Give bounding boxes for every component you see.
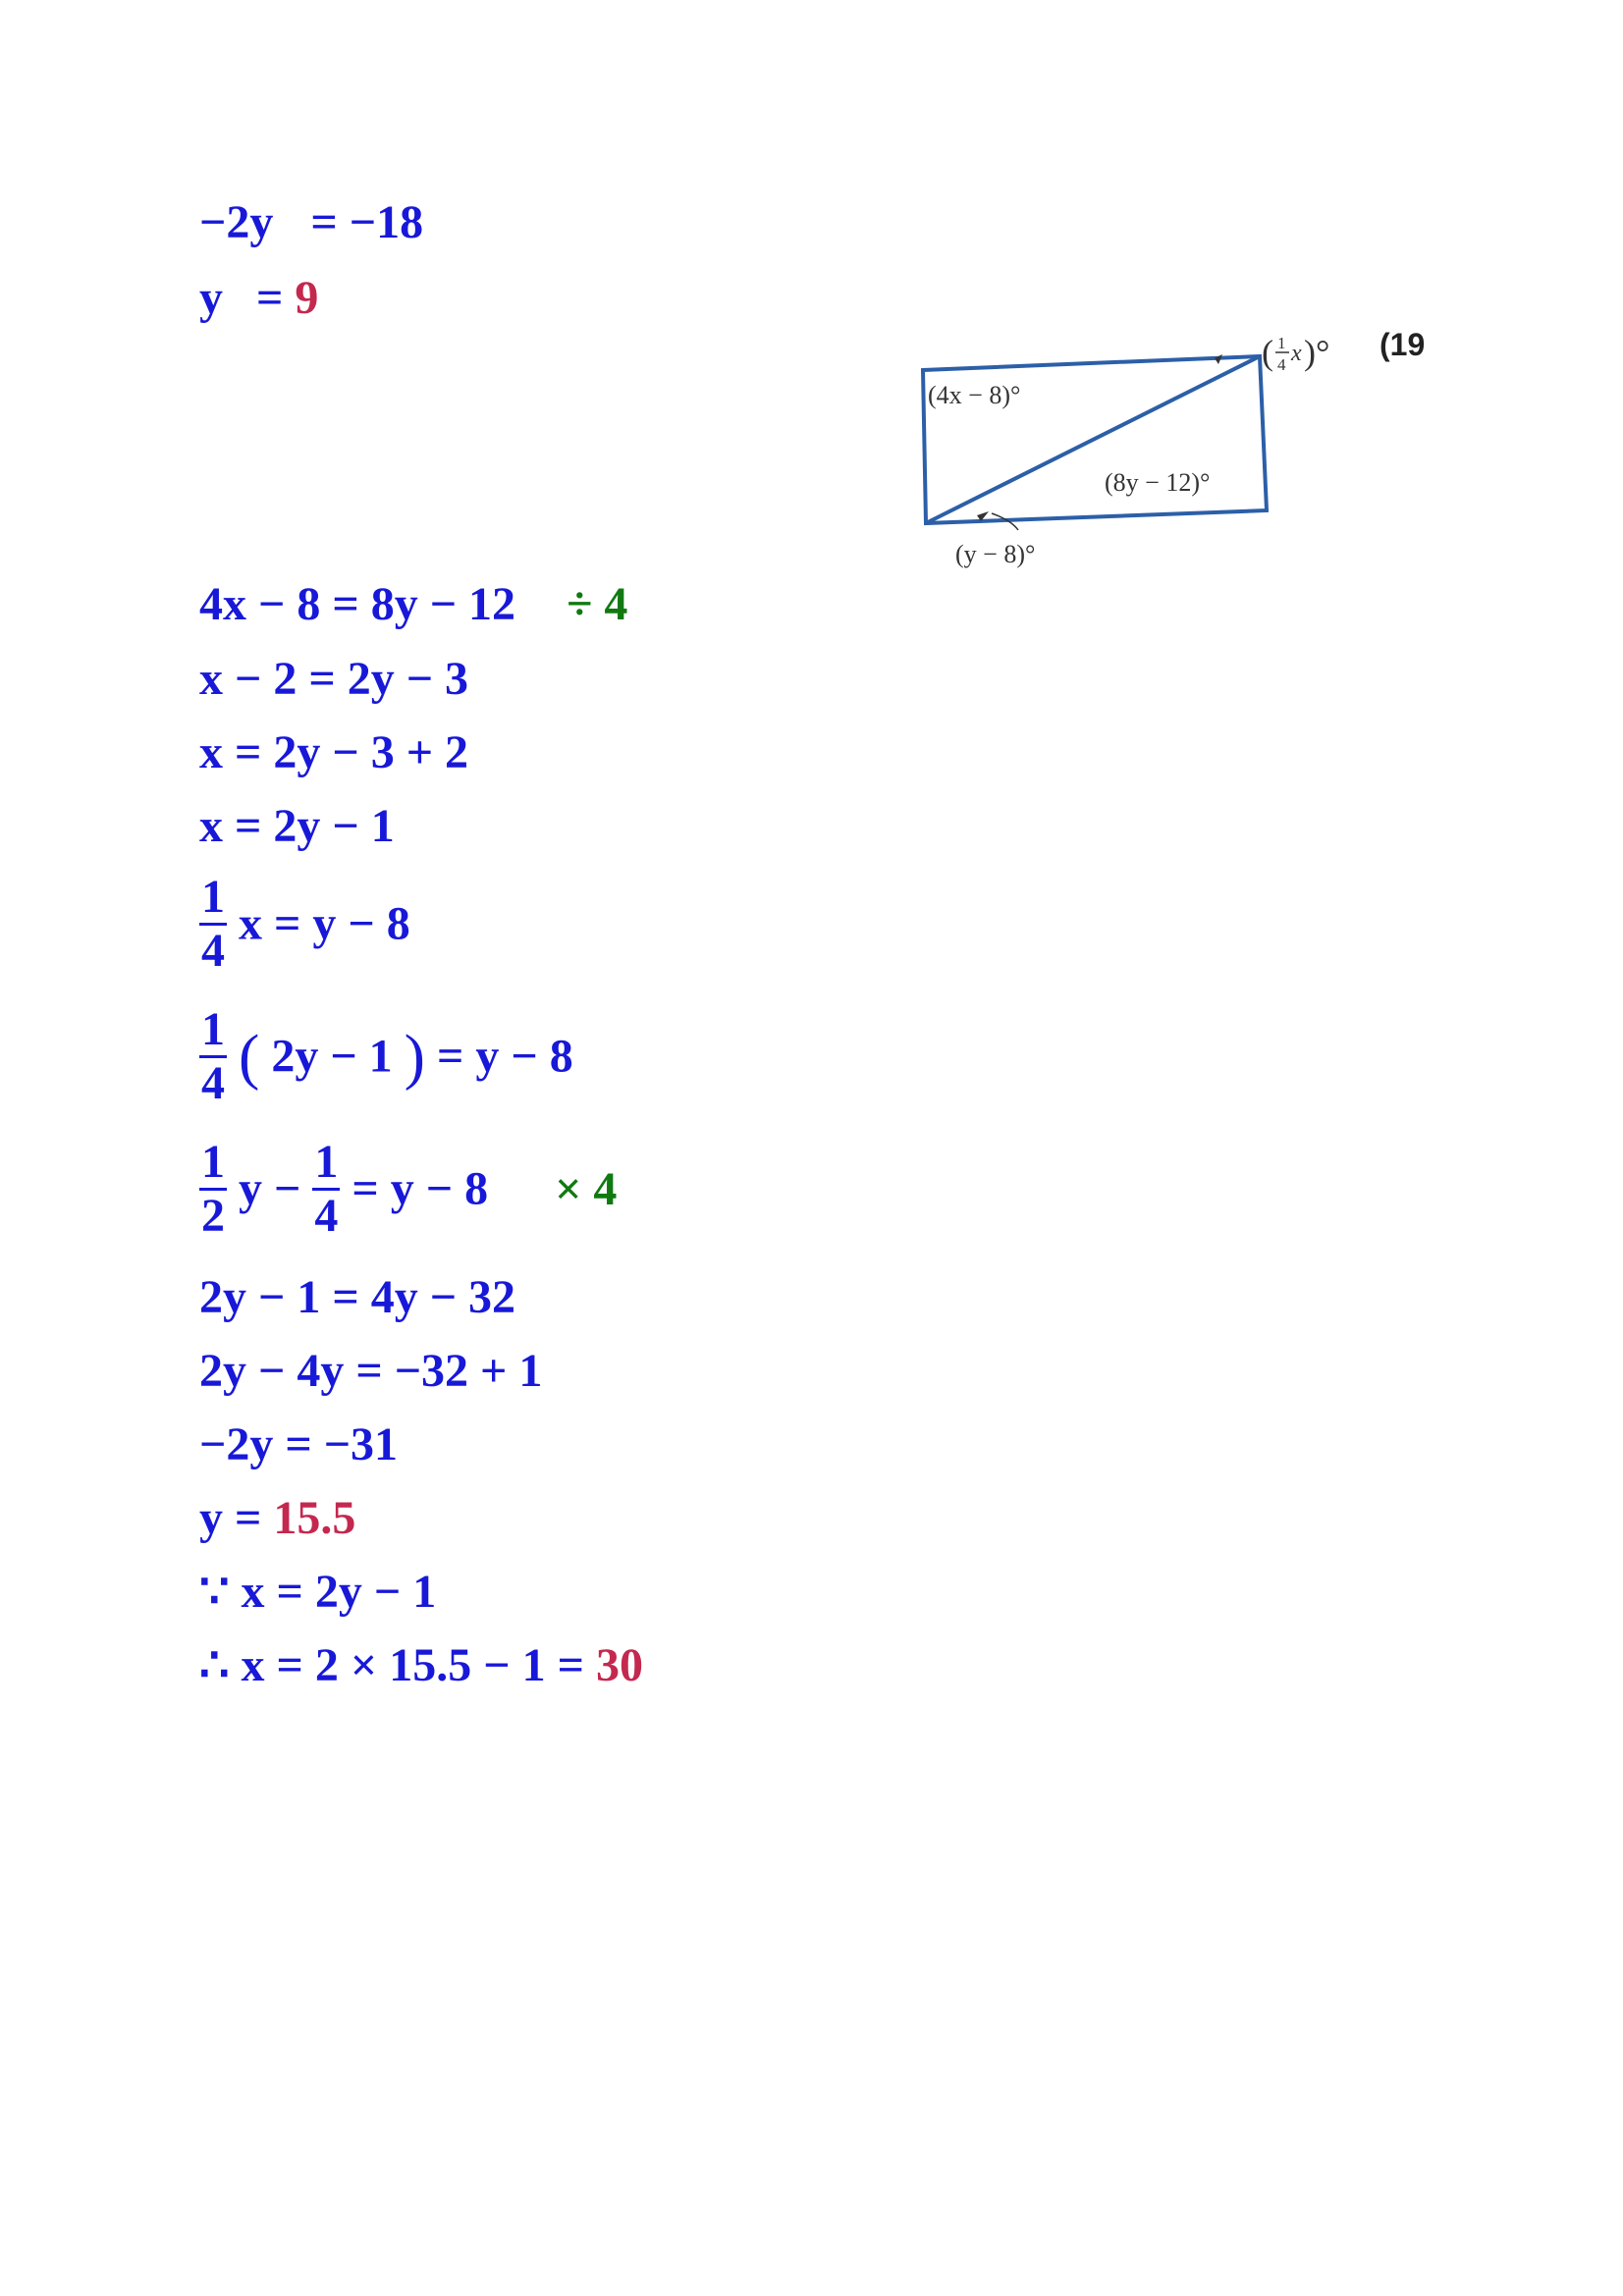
label-top-right-close: )° [1304, 333, 1330, 372]
rectangle-figure [898, 319, 1458, 584]
label-top-right-num: 1 [1277, 334, 1286, 352]
equation-line-1 [199, 196, 424, 248]
equation-text: y = [199, 1492, 262, 1544]
fraction [199, 1003, 227, 1109]
equation-lhs: −2y [199, 196, 274, 248]
equation-text: x = y − 8 [239, 897, 410, 950]
label-top-right-var: x [1291, 341, 1302, 366]
equation-text: 2y − 4y = −32 + 1 [199, 1345, 543, 1397]
fraction-numerator: 1 [199, 874, 227, 926]
equation-text: x − 2 = 2y − 3 [199, 653, 469, 705]
equation-text: −2y = −31 [199, 1418, 399, 1470]
equals-sign: = [310, 196, 338, 248]
answer-value: 30 [595, 1639, 643, 1691]
equation-text: = y − 8 [352, 1162, 489, 1215]
equation-rhs: −18 [349, 196, 424, 248]
rectangle-diagram [898, 319, 1458, 584]
equation-line-2 [199, 272, 319, 324]
fraction-denominator: 4 [201, 925, 225, 977]
label-top-right-den: 4 [1277, 355, 1286, 374]
fraction-numerator: 1 [199, 1139, 227, 1191]
equation-text: = y − 8 [436, 1030, 573, 1083]
fraction-denominator: 4 [314, 1190, 339, 1242]
paren-inner: 2y − 1 [271, 1030, 393, 1083]
equation-text: y − [239, 1162, 301, 1215]
equation-line-12 [199, 1418, 399, 1470]
problem-number: (19 [1380, 327, 1426, 362]
fraction-numerator: 1 [199, 1006, 227, 1058]
fraction-denominator: 4 [201, 1057, 225, 1109]
equation-line-7 [199, 871, 410, 977]
equation-text: ∵ x = 2y − 1 [199, 1566, 437, 1618]
equation-text: 4x − 8 = 8y − 12 [199, 578, 516, 630]
operation-note: ÷ 4 [567, 578, 628, 630]
open-paren: ( [239, 1021, 260, 1092]
equation-line-3 [199, 578, 628, 630]
label-bottom-left: (y − 8)° [955, 540, 1036, 568]
equation-line-15 [199, 1639, 643, 1691]
equation-line-4 [199, 653, 469, 705]
equation-line-5 [199, 726, 469, 778]
fraction-numerator: 1 [312, 1139, 340, 1191]
equation-lhs: y [199, 272, 223, 324]
equation-text: x = 2y − 3 + 2 [199, 726, 469, 778]
answer-value: 15.5 [273, 1492, 356, 1544]
fraction [312, 1136, 340, 1242]
label-bottom-right: (8y − 12)° [1105, 468, 1211, 497]
fraction-denominator: 2 [201, 1190, 225, 1242]
fraction [199, 871, 227, 977]
label-top-left: (4x − 8)° [928, 381, 1021, 409]
equals-sign: = [256, 272, 284, 324]
fraction [199, 1136, 227, 1242]
equation-line-13 [199, 1492, 356, 1544]
label-top-right-open: ( [1262, 333, 1273, 372]
equation-text: ∴ x = 2 × 15.5 − 1 = [199, 1639, 584, 1691]
equation-line-9 [199, 1136, 618, 1242]
equation-line-10 [199, 1271, 516, 1323]
equation-text: x = 2y − 1 [199, 800, 395, 852]
answer-value: 9 [295, 272, 319, 324]
close-paren: ) [404, 1021, 425, 1092]
equation-line-11 [199, 1345, 543, 1397]
equation-line-8 [199, 1003, 573, 1109]
equation-text: 2y − 1 = 4y − 32 [199, 1271, 516, 1323]
operation-note: × 4 [555, 1162, 618, 1215]
equation-line-14 [199, 1566, 437, 1618]
equation-line-6 [199, 800, 395, 852]
